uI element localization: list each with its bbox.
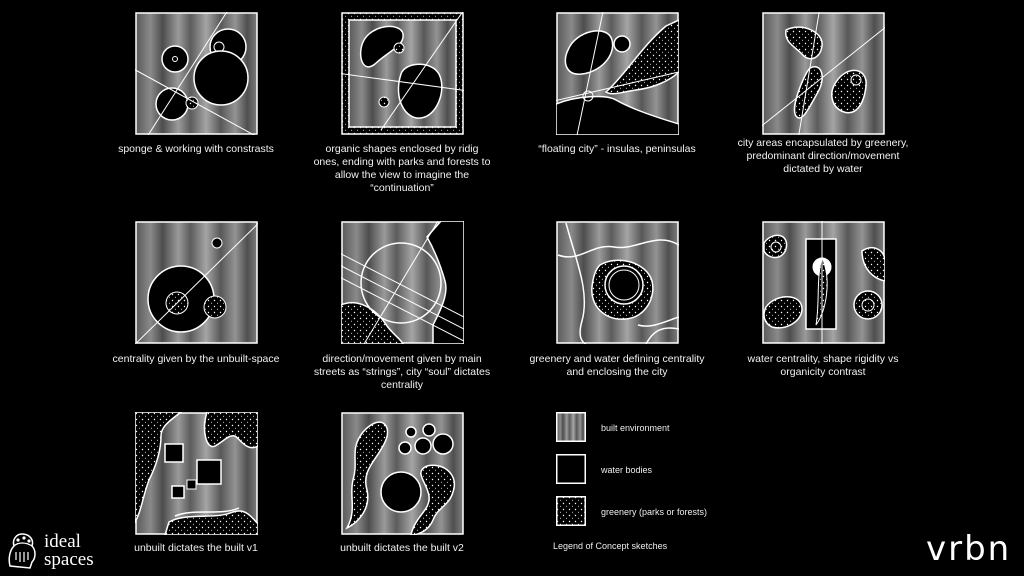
legend-water-label: water bodies — [601, 465, 653, 475]
sketch-7-caption: greenery and water defining centrality and enclosing the city — [529, 353, 705, 378]
sketch-1-caption: sponge & working with constrasts — [118, 143, 274, 155]
sketch-10-caption: unbuilt dictates the built v2 — [340, 542, 464, 554]
sketch-5-caption: centrality given by the unbuilt-space — [112, 353, 280, 365]
ideal-spaces-logo-mark — [4, 528, 40, 570]
sketch-3-tile — [556, 12, 679, 135]
sketch-6-caption: direction/movement given by main streets as “strings”, city “soul” dictates centrality — [313, 353, 491, 391]
legend-title: Legend of Concept sketches — [553, 541, 668, 551]
sketch-9-caption: unbuilt dictates the built v1 — [134, 542, 258, 554]
vrbn-brand-logo: vrbn — [926, 529, 1012, 569]
sketch-9-tile — [135, 412, 258, 535]
sketch-10-tile — [341, 412, 464, 535]
legend-built-label: built environment — [601, 423, 670, 433]
sketch-8-caption: water centrality, shape rigidity vs organicity contrast — [747, 353, 899, 378]
sketch-3-caption: “floating city” - insulas, peninsulas — [538, 143, 696, 155]
sketch-8-tile — [762, 221, 885, 344]
sketch-2-tile — [341, 12, 464, 135]
ideal-spaces-logo-line1: ideal — [44, 531, 81, 552]
legend-greenery-label: greenery (parks or forests) — [601, 507, 708, 517]
sketch-6-tile — [341, 221, 464, 344]
sketch-4-caption: city areas encapsulated by greenery, predominant direction/movement dictated by water — [737, 137, 909, 175]
legend-water-swatch — [556, 454, 586, 484]
sketch-7-tile — [556, 221, 679, 344]
ideal-spaces-logo-line2: spaces — [44, 549, 94, 570]
sketch-2-caption: organic shapes enclosed by ridig ones, ending with parks and forests to allow the view to imagine the “continuation” — [313, 143, 491, 194]
legend-greenery-swatch — [556, 496, 586, 526]
sketch-1-tile — [135, 12, 258, 135]
sketch-5-tile — [135, 221, 258, 344]
sketch-4-tile — [762, 12, 885, 135]
legend-built-swatch — [556, 412, 586, 442]
